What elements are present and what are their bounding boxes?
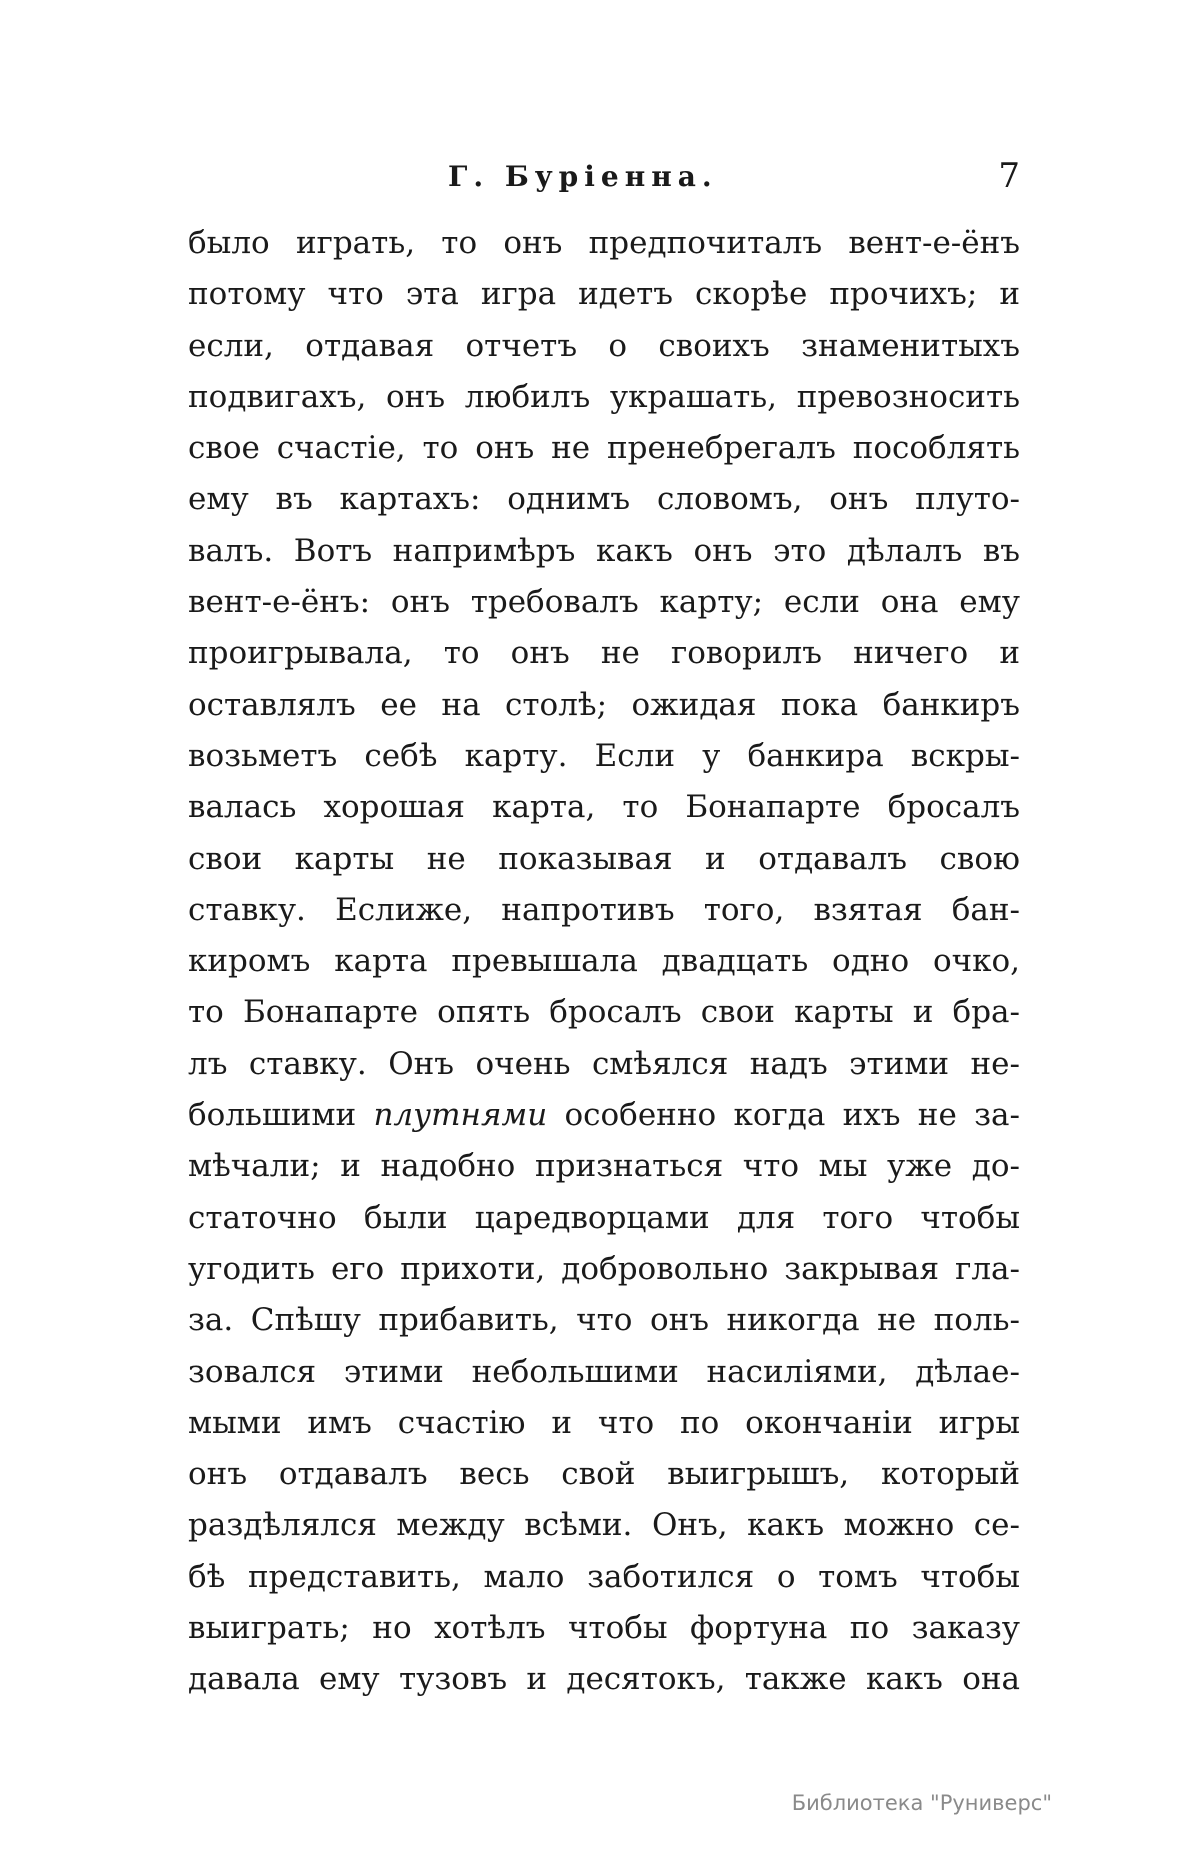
text-line: киромъ карта превышала двадцать одно очко, (188, 943, 1020, 980)
text-line: лъ ставку. Онъ очень смѣялся надъ этими не- (188, 1045, 1020, 1082)
italic-word: плутнями (373, 1097, 548, 1134)
text-line-with-italic (188, 1090, 1020, 1141)
text-line: угодить его прихоти, добровольно закрывая гла- (188, 1250, 1020, 1287)
text-line: мѣчали; и надобно признаться что мы уже до- (188, 1148, 1020, 1185)
text-line: ему въ картахъ: однимъ словомъ, онъ плуто- (188, 481, 1020, 518)
text-line: бѣ представить, мало заботился о томъ чтобы (188, 1558, 1020, 1595)
text-line: раздѣлялся между всѣми. Онъ, какъ можно се- (188, 1507, 1020, 1544)
text-line: подвигахъ, онъ любилъ украшать, превозносить (188, 378, 1020, 415)
text-line: ставку. Еслиже, напротивъ того, взятая бан- (188, 891, 1020, 928)
text-line: то Бонапарте опять бросалъ свои карты и бра- (188, 994, 1020, 1031)
text-segment: особенно когда ихъ не за- (564, 1097, 1020, 1134)
text-line: свои карты не показывая и отдавалъ свою (188, 840, 1020, 877)
library-watermark: Библиотека "Руниверс" (791, 1791, 1052, 1815)
running-title: Г. Бурiенна. (448, 160, 718, 193)
text-segment: большими (188, 1097, 357, 1134)
page-number: 7 (998, 156, 1020, 196)
text-line: валъ. Вотъ напримѣръ какъ онъ это дѣлалъ въ (188, 532, 1020, 569)
text-line: зовался этими небольшими насилiями, дѣлае- (188, 1353, 1020, 1390)
text-line: было играть, то онъ предпочиталъ вент-е-ёнъ (188, 225, 1020, 261)
text-line: мыми имъ счастiю и что по окончанiи игры (188, 1404, 1020, 1441)
text-line: возьметъ себѣ карту. Если у банкира вскры- (188, 737, 1020, 774)
text-line: выиграть; но хотѣлъ чтобы фортуна по заказу (188, 1610, 1020, 1647)
text-line: свое счастiе, то онъ не пренебрегалъ пособлять (188, 430, 1020, 467)
text-line: если, отдавая отчетъ о своихъ знаменитыхъ (188, 327, 1020, 364)
text-line: за. Спѣшу прибавить, что онъ никогда не поль- (188, 1302, 1020, 1339)
text-line: давала ему тузовъ и десятокъ, также какъ она (188, 1661, 1020, 1698)
text-line: онъ отдавалъ весь свой выигрышъ, который (188, 1456, 1020, 1493)
text-line: оставлялъ ее на столѣ; ожидая пока банкиръ (188, 686, 1020, 723)
text-line: статочно были царедворцами для того чтобы (188, 1199, 1020, 1236)
text-line: вент-е-ёнъ: онъ требовалъ карту; если она ему (188, 584, 1020, 621)
text-line: потому что эта игра идетъ скорѣе прочихъ; и (188, 276, 1020, 313)
running-head (190, 156, 1020, 200)
body-text (188, 218, 1020, 1706)
text-line: валась хорошая карта, то Бонапарте бросалъ (188, 789, 1020, 826)
text-line: проигрывала, то онъ не говорилъ ничего и (188, 635, 1020, 672)
